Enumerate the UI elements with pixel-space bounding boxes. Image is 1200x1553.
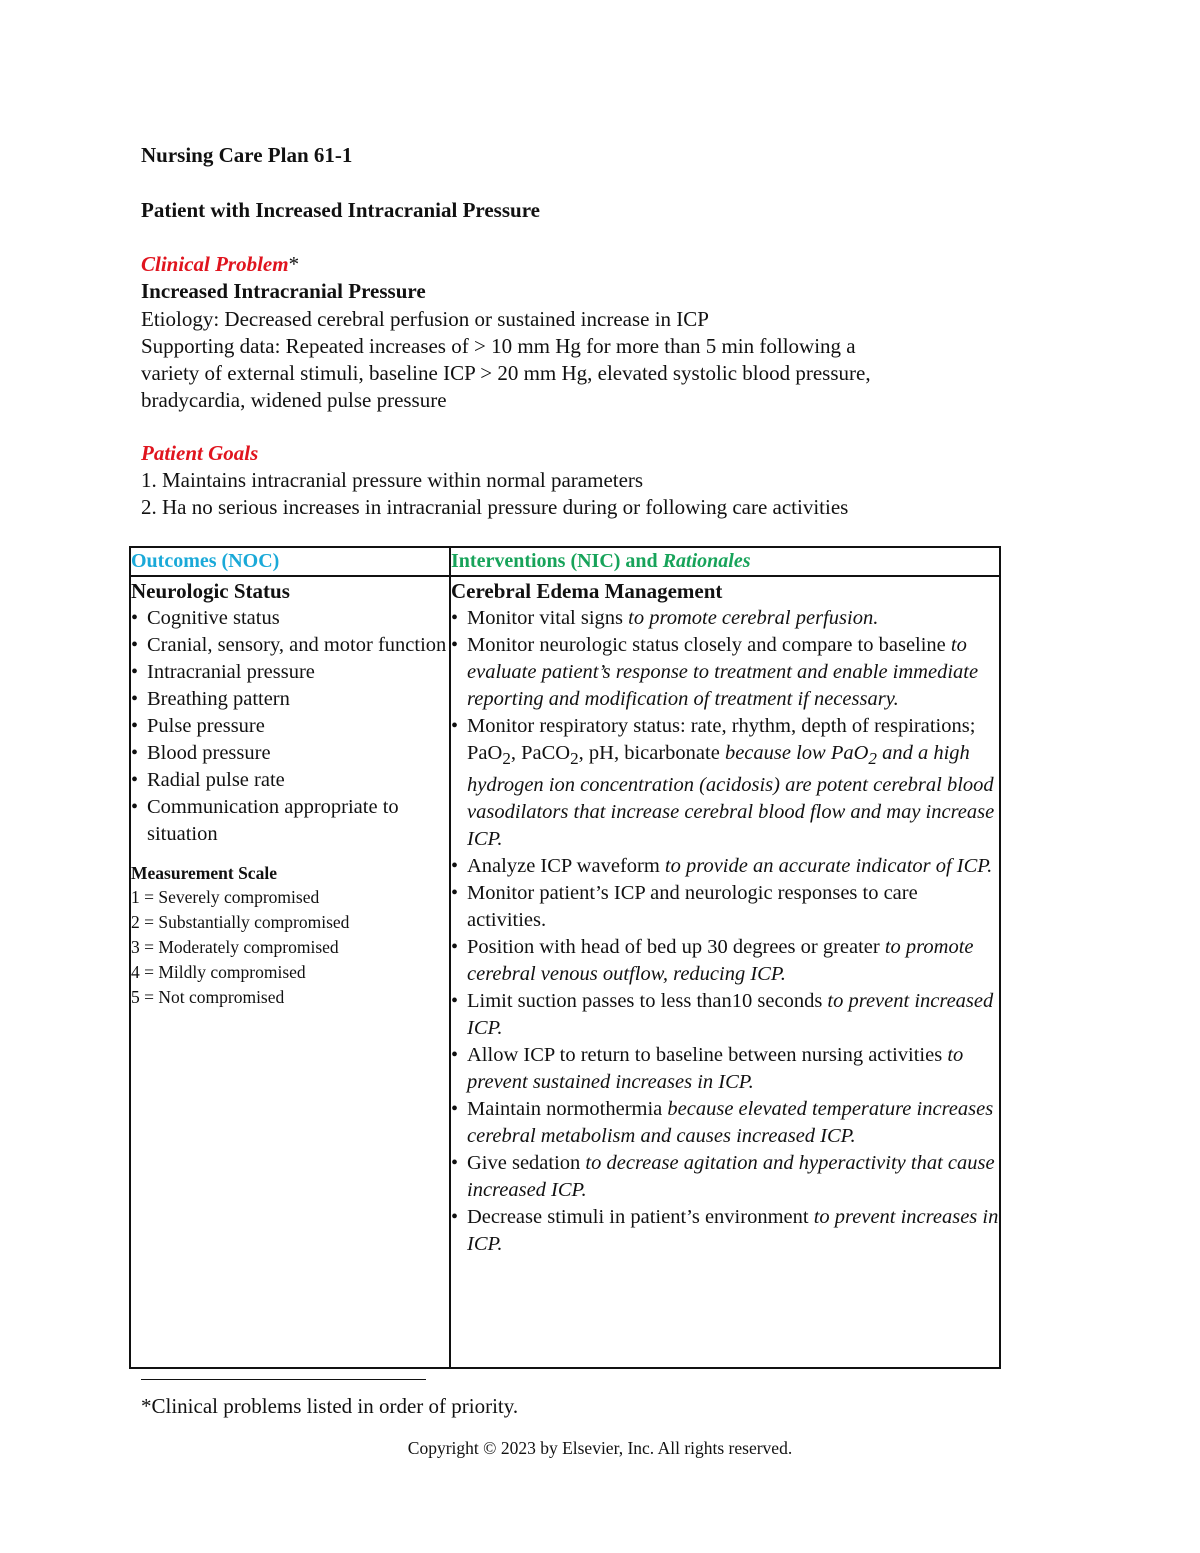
- intervention-item: • Position with head of bed up 30 degrees or greater to promote cerebral venous outflow, reducing ICP.: [451, 934, 999, 988]
- clinical-problem-label: Clinical Problem: [141, 252, 289, 276]
- care-plan-table: [129, 546, 1001, 1369]
- outcome-item: • Cognitive status: [131, 605, 449, 632]
- outcome-item: • Breathing pattern: [131, 686, 449, 713]
- outcomes-cell: [130, 576, 450, 1368]
- footnote: *Clinical problems listed in order of priority.: [141, 1394, 519, 1418]
- copyright: Copyright © 2023 by Elsevier, Inc. All rights reserved.: [407, 1438, 793, 1458]
- outcomes-header: Outcomes (NOC): [130, 547, 450, 576]
- intervention-item: • Monitor neurologic status closely and compare to baseline to evaluate patient’s response to treatment and enable immediate reporting and modification of treatment if necessary.: [451, 632, 999, 713]
- interventions-cell: [450, 576, 1000, 1368]
- patient-goals-label: Patient Goals: [141, 441, 259, 465]
- intervention-item: • Monitor vital signs to promote cerebral perfusion.: [451, 605, 999, 632]
- outcome-item: • Blood pressure: [131, 740, 449, 767]
- intervention-item: • Allow ICP to return to baseline between nursing activities to prevent sustained increases in ICP.: [451, 1042, 999, 1096]
- outcomes-list: [131, 605, 449, 848]
- outcome-item: • Communication appropriate to situation: [131, 794, 449, 848]
- outcomes-title: Neurologic Status: [131, 579, 290, 603]
- interventions-title: Cerebral Edema Management: [451, 579, 723, 603]
- interventions-list: [451, 605, 999, 1258]
- etiology: Etiology: Decreased cerebral perfusion or sustained increase in ICP: [141, 307, 709, 331]
- patient-goal: 1. Maintains intracranial pressure within normal parameters: [141, 468, 644, 492]
- outcome-item: • Intracranial pressure: [131, 659, 449, 686]
- measurement-scale-title: Measurement Scale: [131, 863, 277, 883]
- intervention-item: • Decrease stimuli in patient’s environment to prevent increases in ICP.: [451, 1204, 999, 1258]
- clinical-problem-name: Increased Intracranial Pressure: [141, 279, 426, 303]
- priority-asterisk: *: [288, 252, 300, 276]
- outcome-item: • Radial pulse rate: [131, 767, 449, 794]
- scale-item: 1 = Severely compromised: [131, 887, 320, 907]
- intervention-item: • Maintain normothermia because elevated temperature increases cerebral metabolism and causes increased ICP.: [451, 1096, 999, 1150]
- intervention-item: • Monitor patient’s ICP and neurologic responses to care activities.: [451, 880, 999, 934]
- patient-goal: 2. Ha no serious increases in intracranial pressure during or following care activities: [141, 495, 849, 519]
- supporting-data-line: Supporting data: Repeated increases of > 10 mm Hg for more than 5 min following a: [141, 334, 856, 358]
- outcome-item: • Cranial, sensory, and motor function: [131, 632, 449, 659]
- footnote-divider: [141, 1379, 426, 1380]
- supporting-data-line: variety of external stimuli, baseline ICP > 20 mm Hg, elevated systolic blood pressure,: [141, 361, 871, 385]
- outcome-item: • Pulse pressure: [131, 713, 449, 740]
- scale-item: 5 = Not compromised: [131, 987, 285, 1007]
- intervention-item: • Limit suction passes to less than10 seconds to prevent increased ICP.: [451, 988, 999, 1042]
- interventions-header: Interventions (NIC) and Rationales: [450, 547, 1000, 576]
- intervention-item: • Analyze ICP waveform to provide an accurate indicator of ICP.: [451, 853, 999, 880]
- page-subtitle: Patient with Increased Intracranial Pressure: [141, 198, 540, 222]
- intervention-item: • Monitor respiratory status: rate, rhythm, depth of respirations; PaO$_2$, PaCO$_2$, pH, bicarbonate because low PaO$_2$ and a high hydrogen ion concentration (acidosis) are potent cerebral blood vasodilators that increase cerebral blood flow and may increase ICP.: [451, 713, 999, 853]
- page-title: Nursing Care Plan 61-1: [141, 143, 353, 167]
- clinical-problem-heading: [141, 251, 299, 278]
- supporting-data-line: bradycardia, widened pulse pressure: [141, 388, 447, 412]
- scale-item: 3 = Moderately compromised: [131, 937, 339, 957]
- scale-item: 4 = Mildly compromised: [131, 962, 306, 982]
- intervention-item: • Give sedation to decrease agitation and hyperactivity that cause increased ICP.: [451, 1150, 999, 1204]
- scale-item: 2 = Substantially compromised: [131, 912, 350, 932]
